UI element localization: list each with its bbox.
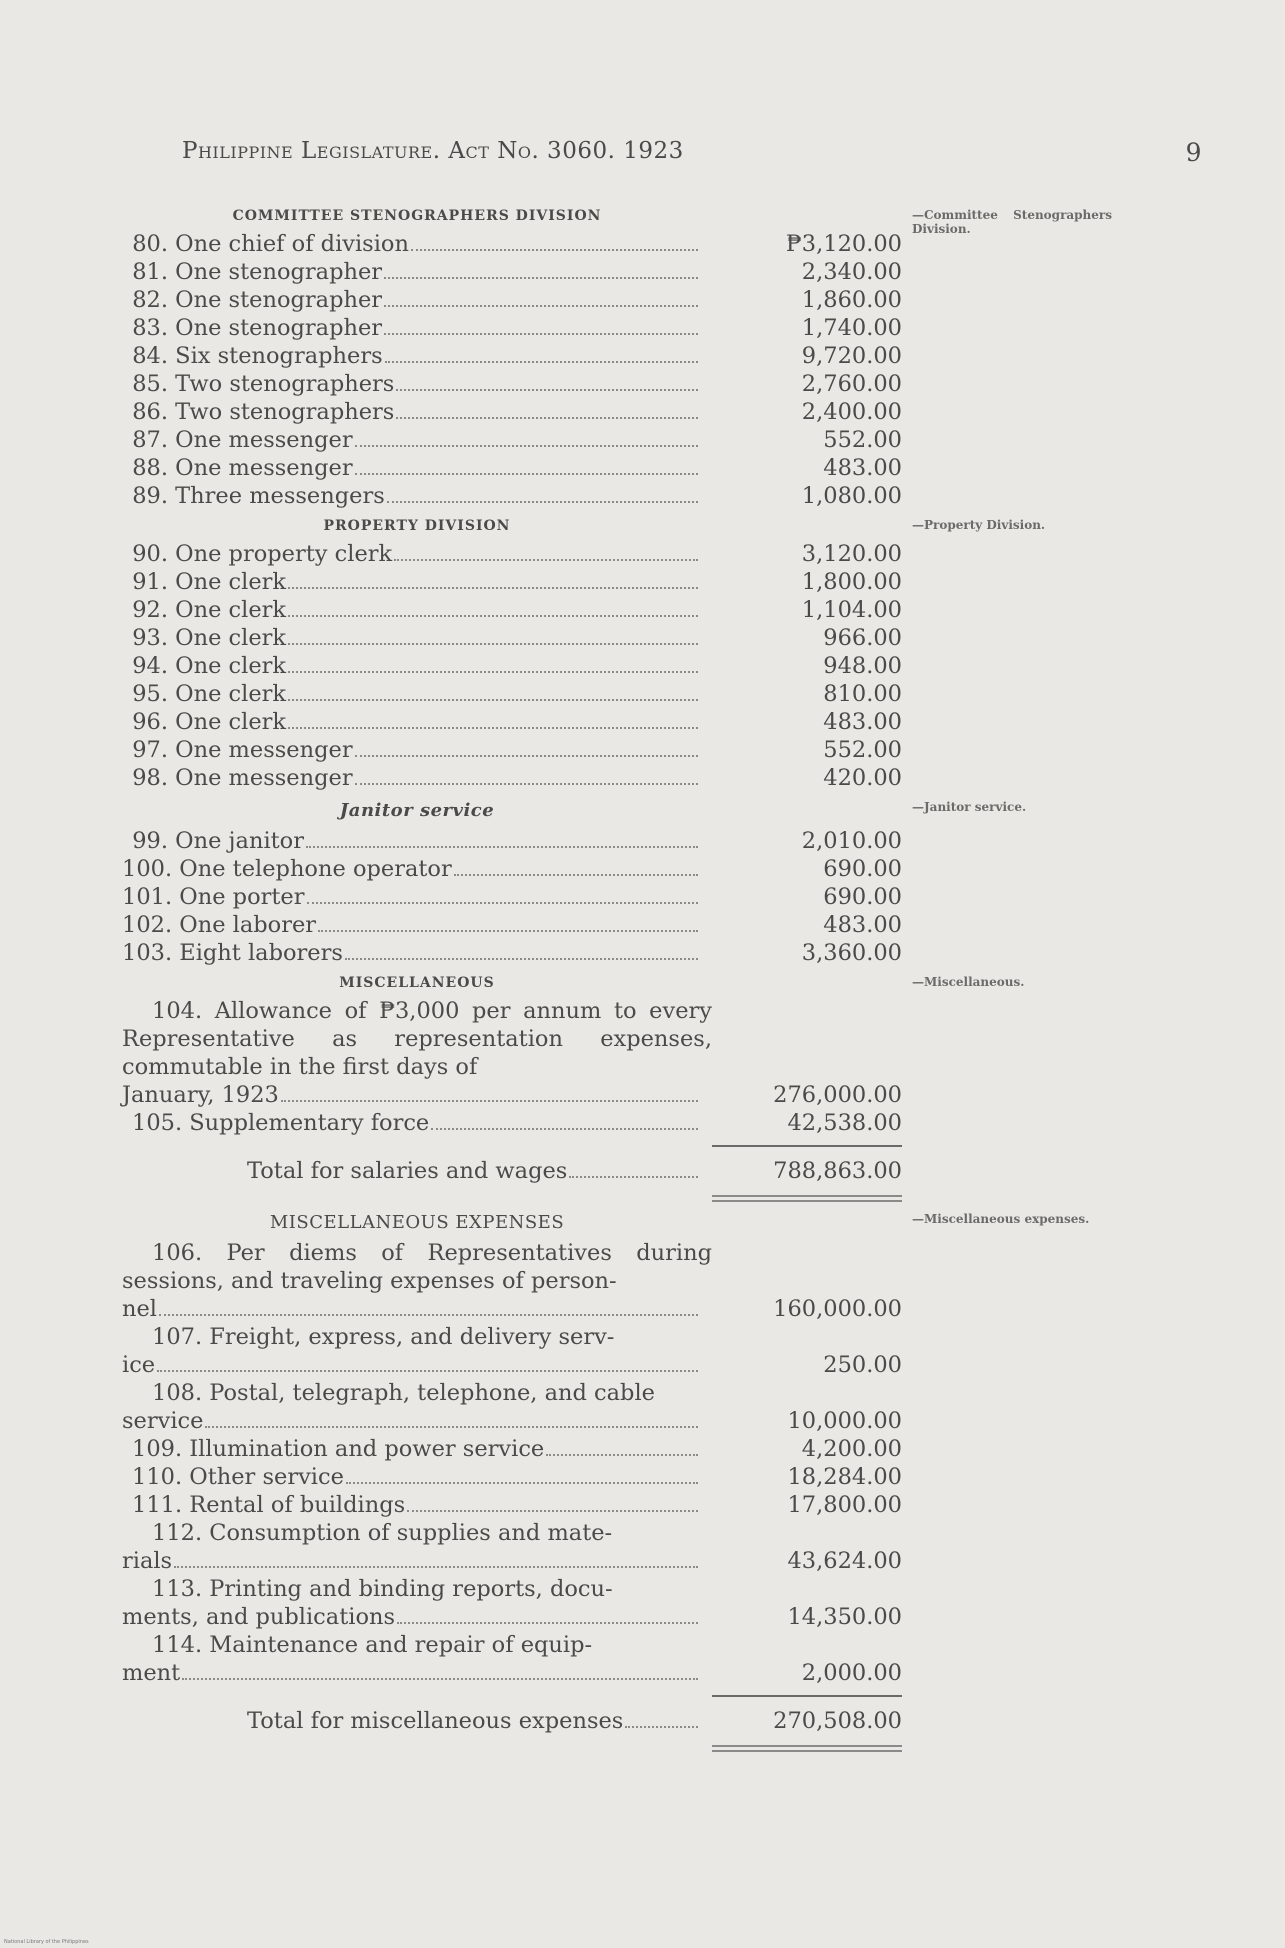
- item-description: One clerk: [175, 709, 287, 735]
- marginal-note: —Janitor service.: [912, 800, 1027, 814]
- item-109: 109. Illumination and power service 4,200.00: [132, 1436, 902, 1462]
- line-item: [122, 855, 912, 883]
- line-item: [122, 736, 912, 764]
- item-number: 88.: [132, 455, 168, 481]
- item-description: One janitor: [175, 828, 304, 854]
- item-amount: 4,200.00: [801, 1436, 902, 1462]
- total-double-rule: [712, 1195, 902, 1202]
- section-janitor-service: [122, 800, 1027, 967]
- line-item: [122, 624, 912, 652]
- line-item: [122, 370, 912, 398]
- total-label: Total for miscellaneous expenses: [247, 1708, 624, 1734]
- item-amount: 483.00: [823, 912, 902, 938]
- item-number: 99.: [132, 828, 168, 854]
- item-104: 104. Allowance of ₱3,000 per annum to every Representative as representation expenses, commutable in the first days of: [122, 998, 712, 1080]
- item-amount: 1,080.00: [801, 483, 902, 509]
- line-item: [122, 883, 912, 911]
- item-description: One chief of division: [175, 231, 409, 257]
- item-amount: 483.00: [823, 709, 902, 735]
- item-105: 105. Supplementary force 42,538.00: [132, 1110, 902, 1136]
- item-description: One telephone operator: [179, 856, 452, 882]
- item-number: 102.: [122, 912, 173, 938]
- item-number: 85.: [132, 371, 168, 397]
- section-heading: Janitor service: [339, 800, 495, 821]
- item-amount: ₱3,120.00: [785, 231, 902, 257]
- section-miscellaneous: [122, 975, 1025, 1202]
- line-item: [122, 314, 912, 342]
- item-number: 95.: [132, 681, 168, 707]
- item-amount: 948.00: [823, 653, 902, 679]
- item-description: Two stenographers: [175, 371, 395, 397]
- item-number: 87.: [132, 427, 168, 453]
- item-description: One clerk: [175, 625, 287, 651]
- item-description: One messenger: [175, 737, 353, 763]
- line-item: [122, 286, 912, 314]
- section-committee-stenographers: [122, 208, 1112, 510]
- line-item: [122, 568, 912, 596]
- item-106: 106. Per diems of Representatives during sessions, and traveling expenses of person-: [122, 1240, 712, 1294]
- marginal-note: —Miscellaneous.: [912, 975, 1025, 989]
- section-property-division: [122, 518, 1046, 792]
- line-item: [122, 398, 912, 426]
- item-amount: 420.00: [823, 765, 902, 791]
- line-item: [122, 939, 912, 967]
- item-number: 86.: [132, 399, 168, 425]
- line-item: [122, 911, 912, 939]
- item-number: 93.: [132, 625, 168, 651]
- item-number: 96.: [132, 709, 168, 735]
- item-112: 112. Consumption of supplies and mate-: [152, 1520, 613, 1546]
- item-107: 107. Freight, express, and delivery serv-: [152, 1324, 615, 1350]
- line-item: [122, 426, 912, 454]
- line-item: [122, 482, 912, 510]
- item-114-last-line: ment 2,000.00: [122, 1660, 902, 1686]
- marginal-note: —Committee Stenographers Division.: [912, 208, 1112, 236]
- item-amount: 552.00: [823, 737, 902, 763]
- appropriations-content: [122, 200, 1112, 1752]
- item-amount: 1,740.00: [801, 315, 902, 341]
- item-description: Six stenographers: [175, 343, 383, 369]
- line-item: [122, 342, 912, 370]
- item-amount: 1,104.00: [801, 597, 902, 623]
- section-heading: PROPERTY DIVISION: [323, 518, 511, 534]
- running-title: Philippine Legislature. Act No. 3060. 1923: [182, 138, 684, 164]
- item-amount: 276,000.00: [773, 1082, 902, 1108]
- section-heading: COMMITTEE STENOGRAPHERS DIVISION: [232, 208, 602, 224]
- item-amount: 2,010.00: [801, 828, 902, 854]
- item-description: One stenographer: [175, 287, 383, 313]
- subtotal-rule: [712, 1695, 902, 1697]
- item-amount: 18,284.00: [787, 1464, 902, 1490]
- item-106-last-line: nel 160,000.00: [122, 1296, 902, 1322]
- item-number: 91.: [132, 569, 168, 595]
- item-number: 84.: [132, 343, 168, 369]
- item-number: 82.: [132, 287, 168, 313]
- total-salaries-row: [122, 1157, 912, 1185]
- item-amount: 14,350.00: [787, 1604, 902, 1630]
- item-description: One clerk: [175, 681, 287, 707]
- item-113-last-line: ments, and publications 14,350.00: [122, 1604, 902, 1630]
- item-amount: 3,120.00: [801, 541, 902, 567]
- section-heading: MISCELLANEOUS: [339, 975, 495, 991]
- total-label: Total for salaries and wages: [247, 1158, 568, 1184]
- item-number: 81.: [132, 259, 168, 285]
- line-item: [122, 454, 912, 482]
- item-description: One clerk: [175, 653, 287, 679]
- item-amount: 42,538.00: [787, 1110, 902, 1136]
- line-item: [122, 708, 912, 736]
- item-amount: 17,800.00: [787, 1492, 902, 1518]
- item-number: 103.: [122, 940, 173, 966]
- item-number: 94.: [132, 653, 168, 679]
- subtotal-rule: [712, 1145, 902, 1147]
- item-amount: 2,000.00: [801, 1660, 902, 1686]
- item-amount: 250.00: [823, 1352, 902, 1378]
- item-description: Three messengers: [175, 483, 385, 509]
- item-amount: 966.00: [823, 625, 902, 651]
- item-number: 89.: [132, 483, 168, 509]
- item-description: One clerk: [175, 569, 287, 595]
- item-113: 113. Printing and binding reports, docu-: [152, 1576, 613, 1602]
- item-number: 80.: [132, 231, 168, 257]
- item-amount: 43,624.00: [787, 1548, 902, 1574]
- section-miscellaneous-expenses: [122, 1212, 1090, 1752]
- item-description: One clerk: [175, 597, 287, 623]
- item-description: Eight laborers: [179, 940, 343, 966]
- page-number: 9: [1185, 138, 1202, 167]
- item-amount: 2,340.00: [801, 259, 902, 285]
- item-amount: 810.00: [823, 681, 902, 707]
- item-description: One porter: [179, 884, 305, 910]
- total-misc-expenses-row: [122, 1707, 912, 1735]
- line-item: [122, 680, 912, 708]
- item-description: One messenger: [175, 455, 353, 481]
- digitization-footer: National Library of the Philippines: [4, 1939, 89, 1945]
- total-amount: 788,863.00: [773, 1158, 902, 1184]
- item-amount: 1,800.00: [801, 569, 902, 595]
- item-amount: 3,360.00: [801, 940, 902, 966]
- item-number: 90.: [132, 541, 168, 567]
- marginal-note: —Miscellaneous expenses.: [912, 1212, 1090, 1226]
- item-108: 108. Postal, telegraph, telephone, and cable: [152, 1380, 655, 1406]
- item-amount: 690.00: [823, 884, 902, 910]
- item-amount: 483.00: [823, 455, 902, 481]
- marginal-note: —Property Division.: [912, 518, 1046, 532]
- item-amount: 160,000.00: [773, 1296, 902, 1322]
- total-amount: 270,508.00: [773, 1708, 902, 1734]
- item-number: 101.: [122, 884, 173, 910]
- line-item: [122, 827, 912, 855]
- item-description: One messenger: [175, 765, 353, 791]
- page-header: [182, 138, 1202, 167]
- item-107-last-line: ice 250.00: [122, 1352, 902, 1378]
- item-description: One property clerk: [175, 541, 393, 567]
- item-110: 110. Other service 18,284.00: [132, 1464, 902, 1490]
- item-amount: 690.00: [823, 856, 902, 882]
- item-description: One stenographer: [175, 315, 383, 341]
- item-amount: 1,860.00: [801, 287, 902, 313]
- line-item: [122, 596, 912, 624]
- item-description: Two stenographers: [175, 399, 395, 425]
- item-amount: 2,760.00: [801, 371, 902, 397]
- item-111: 111. Rental of buildings 17,800.00: [132, 1492, 902, 1518]
- line-item: [122, 258, 912, 286]
- item-amount: 10,000.00: [787, 1408, 902, 1434]
- item-114: 114. Maintenance and repair of equip-: [152, 1632, 593, 1658]
- line-item: [122, 652, 912, 680]
- item-number: 83.: [132, 315, 168, 341]
- item-amount: 552.00: [823, 427, 902, 453]
- line-item: [122, 540, 912, 568]
- item-number: 97.: [132, 737, 168, 763]
- line-item: [122, 764, 912, 792]
- item-number: 92.: [132, 597, 168, 623]
- line-item: [122, 230, 912, 258]
- total-double-rule: [712, 1745, 902, 1752]
- item-number: 100.: [122, 856, 173, 882]
- item-description: One stenographer: [175, 259, 383, 285]
- item-description: One laborer: [179, 912, 317, 938]
- item-number: 98.: [132, 765, 168, 791]
- section-heading: MISCELLANEOUS EXPENSES: [269, 1212, 565, 1233]
- item-108-last-line: service 10,000.00: [122, 1408, 902, 1434]
- item-amount: 2,400.00: [801, 399, 902, 425]
- item-112-last-line: rials 43,624.00: [122, 1548, 902, 1574]
- item-amount: 9,720.00: [801, 343, 902, 369]
- item-104-last-line: January, 1923 276,000.00: [122, 1082, 902, 1108]
- item-description: One messenger: [175, 427, 353, 453]
